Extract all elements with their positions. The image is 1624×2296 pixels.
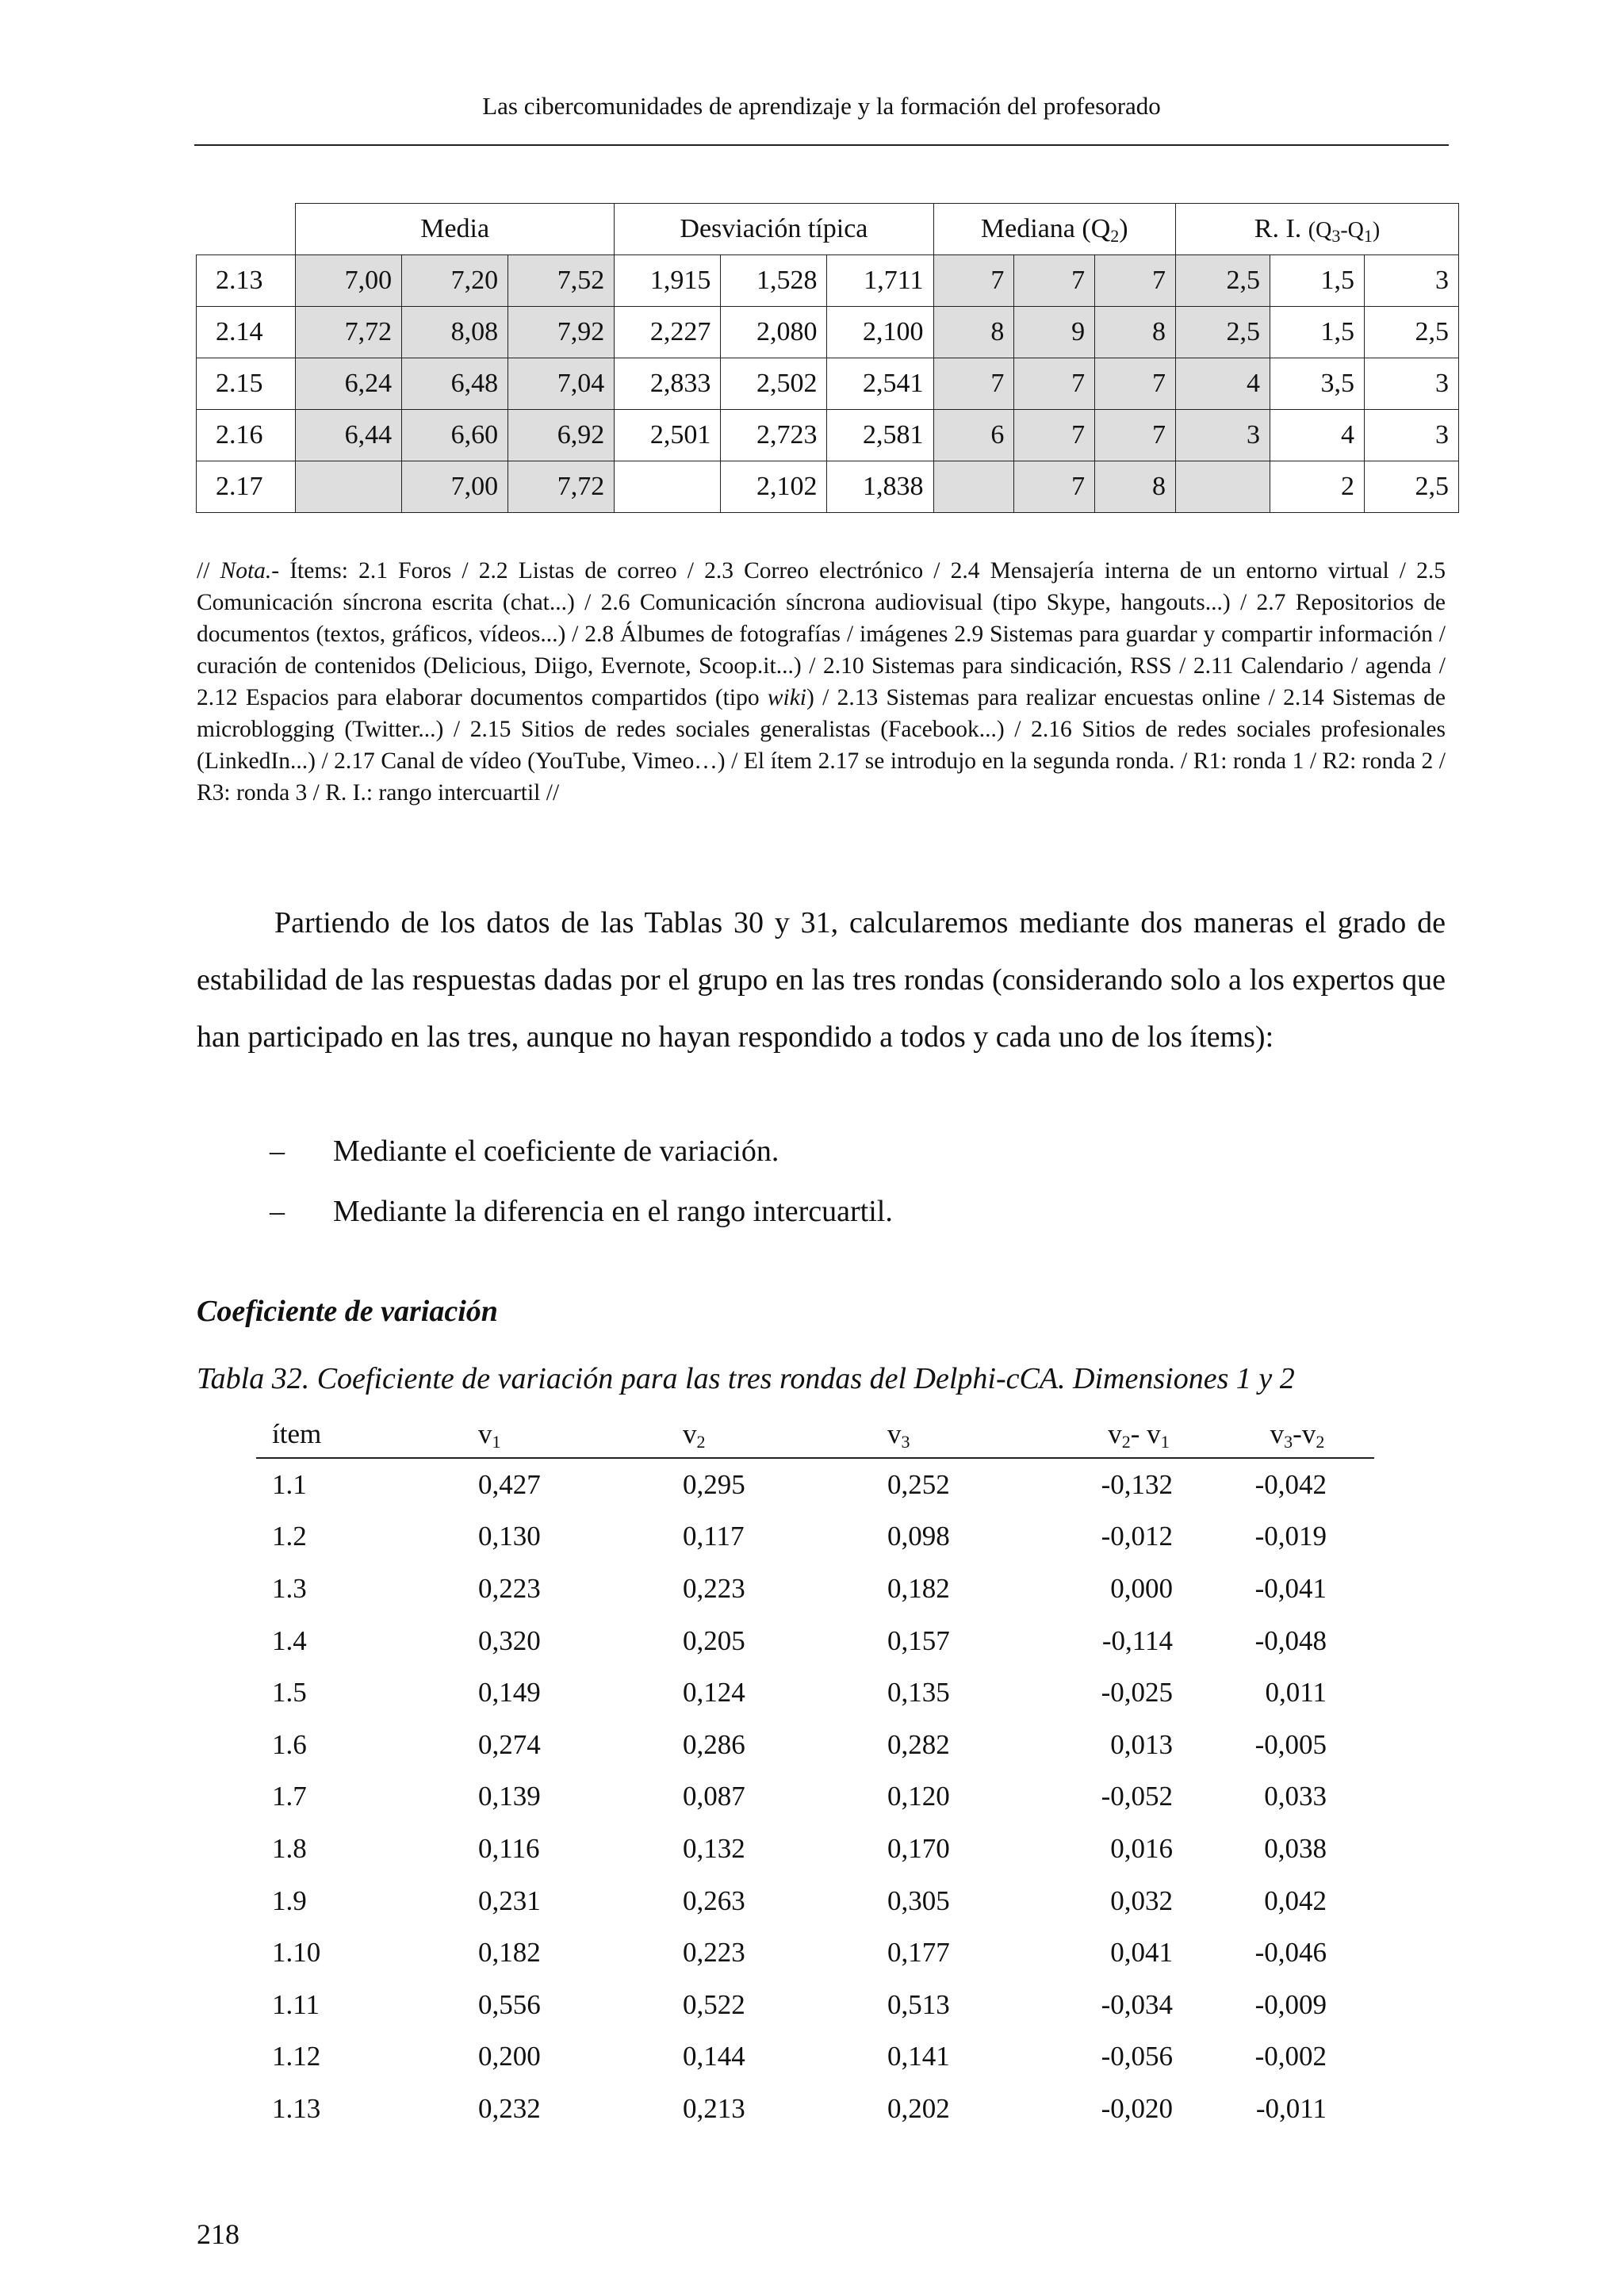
table-cell-v1: 0,274 <box>478 1728 541 1760</box>
table-cell: 2,501 <box>615 410 721 461</box>
table-cell-d32: -0,009 <box>1254 1988 1327 2020</box>
table-cell-v3: 0,120 <box>887 1781 950 1812</box>
table-cell: 8,08 <box>402 307 508 358</box>
table-cell: 7 <box>1095 410 1176 461</box>
table-cell-v2: 0,132 <box>683 1832 745 1864</box>
table-31-body <box>197 255 1459 513</box>
col-header-v3-minus-v2: v3-v2 <box>1220 1411 1374 1458</box>
table-cell: 7,92 <box>508 307 615 358</box>
table-cell: 7,72 <box>296 307 402 358</box>
ri-header: R. I. (Q3-Q1) <box>1176 204 1459 255</box>
col-header-v1: v1 <box>462 1411 667 1458</box>
table-cell-d21: -0,114 <box>1101 1624 1173 1656</box>
table-cell-v1: 0,232 <box>478 2092 541 2124</box>
table-cell-item: 1.10 <box>272 1937 321 1969</box>
table-cell: 7 <box>1095 255 1176 307</box>
table-cell-v2: 0,117 <box>683 1521 745 1552</box>
table-cell: 7 <box>933 255 1014 307</box>
table-cell: 6 <box>933 410 1014 461</box>
table-cell: 7,20 <box>402 255 508 307</box>
table-cell: 2,100 <box>827 307 933 358</box>
table-cell <box>296 461 402 513</box>
row-item-label: 2.16 <box>197 410 296 461</box>
row-item-label: 2.17 <box>197 461 296 513</box>
table-cell-v2: 0,223 <box>683 1572 745 1604</box>
table-cell-v2: 0,144 <box>683 2041 745 2072</box>
table-cell: 3 <box>1364 358 1458 410</box>
table-cell-v1: 0,116 <box>478 1832 540 1864</box>
table-row <box>256 1615 1374 1667</box>
list-item: – Mediante el coeficiente de variación. <box>270 1135 779 1168</box>
table-cell-d21: -0,012 <box>1101 1521 1173 1552</box>
table-row <box>256 1823 1374 1875</box>
list-item: – Mediante la diferencia en el rango intercuartil. <box>270 1195 893 1228</box>
nota-label: Nota. <box>220 558 272 584</box>
table-cell: 2,541 <box>827 358 933 410</box>
table-cell: 7 <box>933 358 1014 410</box>
table-cell-v2: 0,286 <box>683 1728 745 1760</box>
table-cell: 2,080 <box>721 307 827 358</box>
table-cell-v1: 0,200 <box>478 2041 541 2072</box>
table-cell: 7 <box>1014 461 1095 513</box>
section-heading: Coeficiente de variación <box>197 1295 498 1328</box>
table-cell-d32: 0,011 <box>1265 1677 1327 1709</box>
table-cell: 2,5 <box>1364 307 1458 358</box>
table-cell: 8 <box>933 307 1014 358</box>
table-cell: 2,502 <box>721 358 827 410</box>
table-row <box>256 1927 1374 1979</box>
table-cell <box>615 461 721 513</box>
table-cell-v2: 0,263 <box>683 1885 745 1916</box>
table-cell-v3: 0,252 <box>887 1468 950 1500</box>
table-cell: 6,24 <box>296 358 402 410</box>
table-cell-v3: 0,282 <box>887 1728 950 1760</box>
table-cell-item: 1.3 <box>272 1572 307 1604</box>
table-cell: 2,5 <box>1176 307 1270 358</box>
table-row <box>256 2031 1374 2084</box>
table-row <box>197 255 1459 307</box>
table-cell-d32: -0,041 <box>1254 1572 1327 1604</box>
table-cell-v3: 0,098 <box>887 1521 950 1552</box>
table-cell-d32: -0,005 <box>1254 1728 1327 1760</box>
table-cell-v3: 0,141 <box>887 2041 950 2072</box>
table-cell: 2,5 <box>1364 461 1458 513</box>
table-cell-d32: -0,048 <box>1254 1624 1327 1656</box>
table-cell: 2,5 <box>1176 255 1270 307</box>
table-cell-v2: 0,124 <box>683 1677 745 1709</box>
table-cell: 7,04 <box>508 358 615 410</box>
table-cell <box>1176 461 1270 513</box>
table-cell: 8 <box>1095 307 1176 358</box>
corner-cell <box>197 204 296 255</box>
table-cell: 7,72 <box>508 461 615 513</box>
table-cell-d21: -0,056 <box>1101 2041 1173 2072</box>
table-cell-d32: 0,033 <box>1264 1781 1327 1812</box>
table-cell-v1: 0,182 <box>478 1937 541 1969</box>
table-cell: 8 <box>1095 461 1176 513</box>
table-cell-v2: 0,205 <box>683 1624 745 1656</box>
table-cell-v1: 0,427 <box>478 1468 541 1500</box>
table-cell-v3: 0,305 <box>887 1885 950 1916</box>
table-cell-v1: 0,130 <box>478 1521 541 1552</box>
table-cell: 7,00 <box>296 255 402 307</box>
table-row <box>256 1771 1374 1823</box>
table-row <box>256 1458 1374 1511</box>
table-cell-v2: 0,522 <box>683 1988 745 2020</box>
table-cell-d21: -0,132 <box>1101 1468 1173 1500</box>
table-row <box>256 1719 1374 1771</box>
table-cell-d21: 0,032 <box>1110 1885 1173 1916</box>
table-cell-v2: 0,213 <box>683 2092 745 2124</box>
table-cell: 3 <box>1364 255 1458 307</box>
table-cell: 7 <box>1095 358 1176 410</box>
table-cell-d21: -0,052 <box>1101 1781 1173 1812</box>
table-cell-d21: -0,034 <box>1101 1988 1173 2020</box>
table-cell: 6,60 <box>402 410 508 461</box>
table-cell-item: 1.13 <box>272 2092 321 2124</box>
table-cell-v3: 0,182 <box>887 1572 950 1604</box>
table-cell: 7,52 <box>508 255 615 307</box>
table-cell: 1,915 <box>615 255 721 307</box>
table-cell-d32: -0,002 <box>1254 2041 1327 2072</box>
table-cell: 6,48 <box>402 358 508 410</box>
table-row <box>256 1511 1374 1563</box>
table-cell-item: 1.2 <box>272 1521 307 1552</box>
table-32-body <box>256 1458 1374 2135</box>
table-cell: 7 <box>1014 410 1095 461</box>
table-row <box>256 1875 1374 1927</box>
table-cell-v1: 0,223 <box>478 1572 541 1604</box>
table-cell: 2,102 <box>721 461 827 513</box>
desviacion-header: Desviación típica <box>615 204 933 255</box>
header-divider <box>194 144 1449 146</box>
table-cell: 3,5 <box>1270 358 1364 410</box>
table-cell-d21: 0,041 <box>1110 1937 1173 1969</box>
table-cell-v3: 0,513 <box>887 1988 950 2020</box>
table-cell-v3: 0,177 <box>887 1937 950 1969</box>
table-cell-d32: -0,046 <box>1254 1937 1327 1969</box>
table-cell: 6,44 <box>296 410 402 461</box>
row-item-label: 2.14 <box>197 307 296 358</box>
table-cell-item: 1.7 <box>272 1781 307 1812</box>
table-cell-v2: 0,087 <box>683 1781 745 1812</box>
col-header-item: ítem <box>256 1411 462 1458</box>
group-header-row <box>197 204 1459 255</box>
table-cell: 4 <box>1176 358 1270 410</box>
table-cell-d21: 0,000 <box>1110 1572 1173 1604</box>
col-header-v2: v2 <box>667 1411 871 1458</box>
table-cell-item: 1.12 <box>272 2041 321 2072</box>
table-row <box>197 461 1459 513</box>
table-cell-d21: 0,013 <box>1110 1728 1173 1760</box>
mediana-header: Mediana (Q2) <box>933 204 1175 255</box>
col-header-v3: v3 <box>871 1411 1057 1458</box>
table-cell-v2: 0,223 <box>683 1937 745 1969</box>
col-header-v2-minus-v1: v2- v1 <box>1057 1411 1220 1458</box>
table-cell-v3: 0,157 <box>887 1624 950 1656</box>
table-cell: 3 <box>1364 410 1458 461</box>
table-cell-d32: 0,042 <box>1264 1885 1327 1916</box>
table-cell-d32: -0,011 <box>1255 2092 1327 2124</box>
table-32 <box>256 1411 1374 2135</box>
table-cell-v1: 0,556 <box>478 1988 541 2020</box>
table-cell: 2,723 <box>721 410 827 461</box>
table-32-caption: Tabla 32. Coeficiente de variación para las tres rondas del Delphi-cCA. Dimensiones 1 y 2 <box>197 1362 1295 1395</box>
table-row <box>256 1979 1374 2031</box>
table-cell-v3: 0,202 <box>887 2092 950 2124</box>
running-header: Las cibercomunidades de aprendizaje y la formación del profesorado <box>482 92 1161 120</box>
table-cell-d32: -0,019 <box>1254 1521 1327 1552</box>
method-list <box>270 1121 893 1242</box>
table-note: // Nota.- Ítems: 2.1 Foros / 2.2 Listas de correo / 2.3 Correo electrónico / 2.4 Mensajería interna de un entorno virtual / 2.5 Comunicación síncrona escrita (chat...) / 2.6 Comunicación síncrona audiovisual (tipo Skype, hangouts...) / 2.7 Repositorios de documentos (textos, gráficos, vídeos...) / 2.8 Álbumes de fotografías / imágenes 2.9 Sistemas para guardar y compartir información / curación de contenidos (Delicious, Diigo, Evernote, Scoop.it...) / 2.10 Sistemas para sindicación, RSS / 2.11 Calendario / agenda / 2.12 Espacios para elaborar documentos compartidos (tipo wiki) / 2.13 Sistemas para realizar encuestas online / 2.14 Sistemas de microblogging (Twitter...) / 2.15 Sitios de redes sociales generalistas (Facebook...) / 2.16 Sitios de redes sociales profesionales (LinkedIn...) / 2.17 Canal de vídeo (YouTube, Vimeo…) / El ítem 2.17 se introdujo en la segunda ronda. / R1: ronda 1 / R2: ronda 2 / R3: ronda 3 / R. I.: rango intercuartil // <box>197 558 1446 806</box>
table-cell: 1,5 <box>1270 255 1364 307</box>
table-cell: 2,833 <box>615 358 721 410</box>
table-cell-item: 1.5 <box>272 1677 307 1709</box>
media-header: Media <box>296 204 615 255</box>
table-cell: 7,00 <box>402 461 508 513</box>
table-cell: 2 <box>1270 461 1364 513</box>
table-row <box>256 2083 1374 2135</box>
table-cell-item: 1.9 <box>272 1885 307 1916</box>
wiki-term: wiki <box>767 685 807 710</box>
page-number: 218 <box>197 2218 239 2250</box>
table-cell: 2,227 <box>615 307 721 358</box>
table-cell-item: 1.11 <box>272 1988 320 2020</box>
table-row <box>197 358 1459 410</box>
table-cell-item: 1.8 <box>272 1832 307 1864</box>
table-cell: 4 <box>1270 410 1364 461</box>
row-item-label: 2.15 <box>197 358 296 410</box>
table-cell: 6,92 <box>508 410 615 461</box>
table-cell-d32: 0,038 <box>1264 1832 1327 1864</box>
table-cell-v1: 0,149 <box>478 1677 541 1709</box>
table-cell-item: 1.1 <box>272 1468 307 1500</box>
table-row <box>256 1563 1374 1615</box>
table-cell: 7 <box>1014 255 1095 307</box>
table-cell-d21: -0,020 <box>1101 2092 1173 2124</box>
table-cell-item: 1.6 <box>272 1728 307 1760</box>
table-cell: 2,581 <box>827 410 933 461</box>
row-item-label: 2.13 <box>197 255 296 307</box>
table-cell-v1: 0,231 <box>478 1885 541 1916</box>
table-cell-d21: 0,016 <box>1110 1832 1173 1864</box>
table-cell-v3: 0,135 <box>887 1677 950 1709</box>
table-cell: 1,528 <box>721 255 827 307</box>
body-paragraph: Partiendo de los datos de las Tablas 30 y 31, calcularemos mediante dos maneras el grado de estabilidad de las respuestas dadas por el grupo en las tres rondas (considerando solo a los expertos que han participado en las tres, aunque no hayan respondido a todos y cada uno de los ítems): <box>197 906 1446 1054</box>
table-cell: 3 <box>1176 410 1270 461</box>
table-cell: 1,838 <box>827 461 933 513</box>
table-31-continuation <box>196 203 1459 513</box>
table-cell-item: 1.4 <box>272 1624 307 1656</box>
table-row <box>256 1667 1374 1719</box>
table-cell: 9 <box>1014 307 1095 358</box>
table-cell <box>933 461 1014 513</box>
table-cell-v3: 0,170 <box>887 1832 950 1864</box>
table-cell-d32: -0,042 <box>1254 1468 1327 1500</box>
table-cell: 1,711 <box>827 255 933 307</box>
table-cell-v2: 0,295 <box>683 1468 745 1500</box>
table-cell-d21: -0,025 <box>1101 1677 1173 1709</box>
table-32-header-row <box>256 1411 1374 1458</box>
table-row <box>197 410 1459 461</box>
table-row <box>197 307 1459 358</box>
table-cell: 7 <box>1014 358 1095 410</box>
table-cell-v1: 0,320 <box>478 1624 541 1656</box>
table-cell-v1: 0,139 <box>478 1781 541 1812</box>
table-cell: 1,5 <box>1270 307 1364 358</box>
